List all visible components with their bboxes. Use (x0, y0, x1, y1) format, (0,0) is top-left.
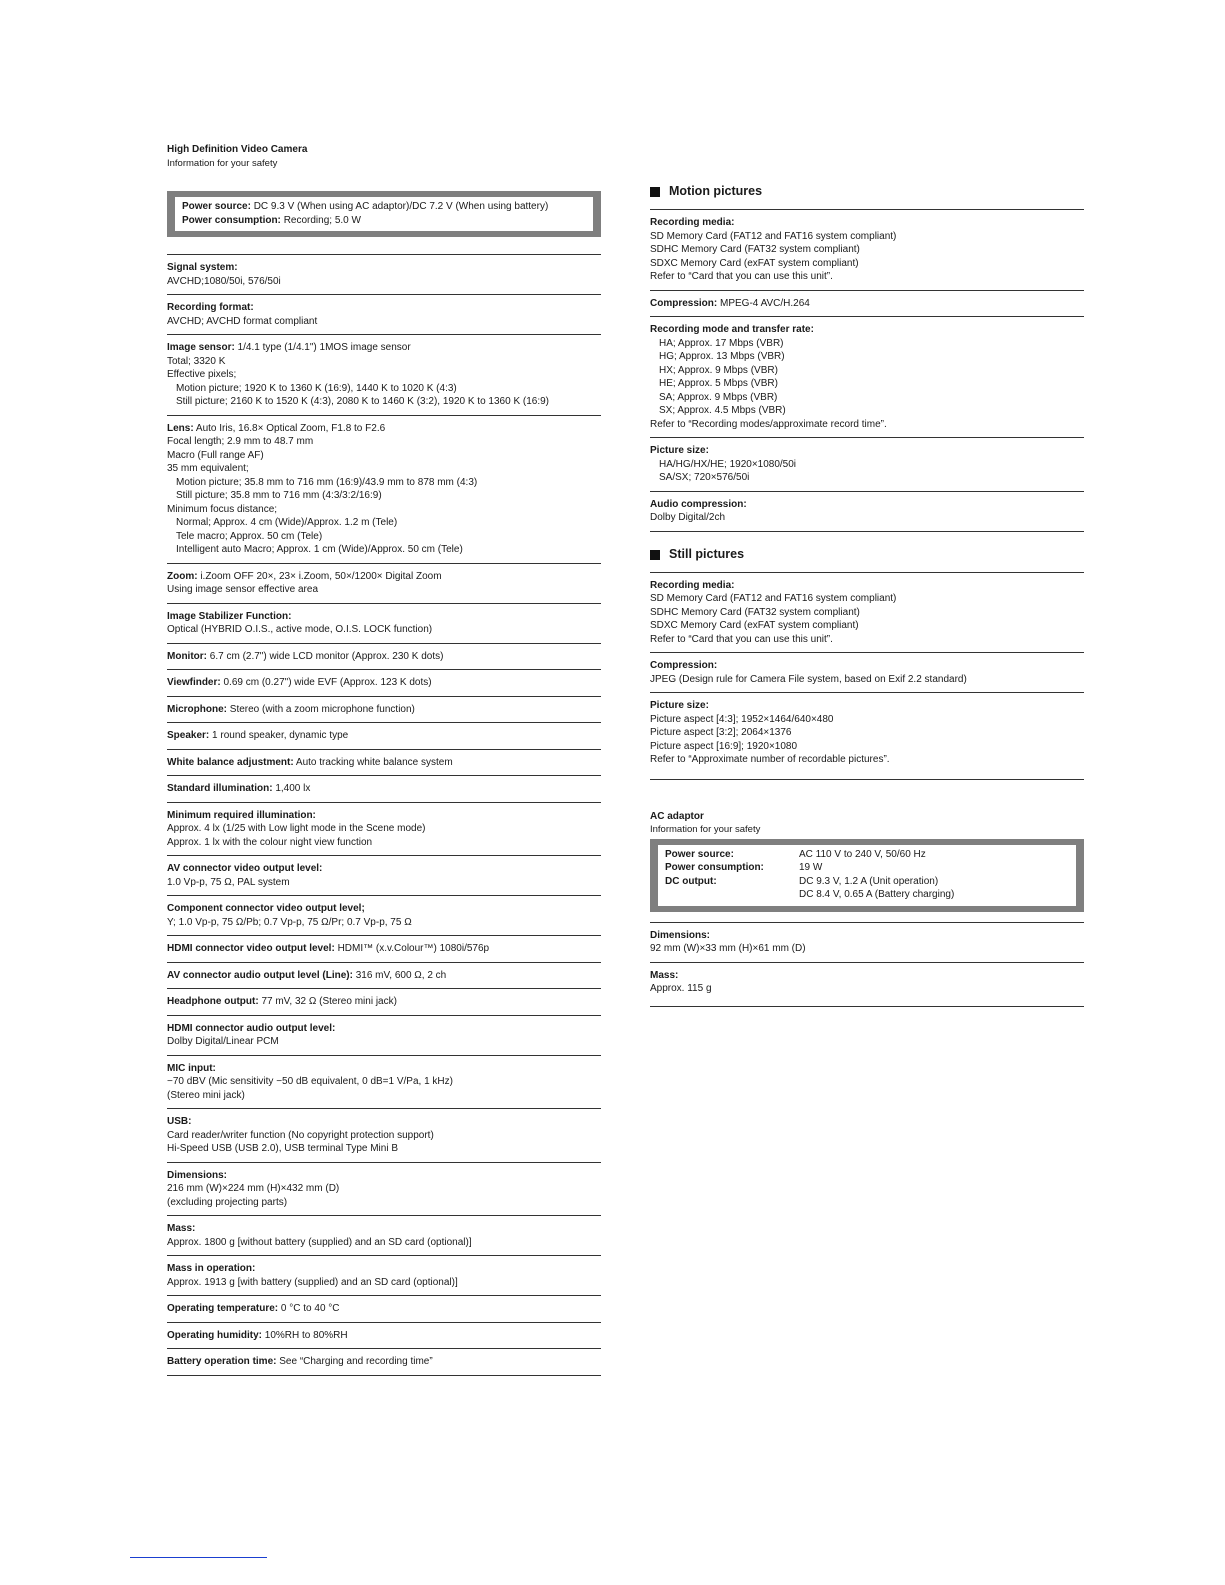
spec-label: Mass: (650, 969, 679, 981)
spec-value: 0.69 cm (0.27") wide EVF (Approx. 123 K dots) (223, 677, 432, 688)
spec-line: HE; Approx. 5 Mbps (VBR) (659, 378, 778, 389)
power-consumption-label: Power consumption: (182, 214, 281, 226)
spec-label: AV connector audio output level (Line): (167, 969, 353, 981)
spec-lens (167, 416, 601, 564)
spec-value: HDMI™ (x.v.Colour™) 1080i/576p (337, 943, 490, 954)
spec-value: 10%RH to 80%RH (264, 1329, 348, 1341)
spec-line: HX; Approx. 9 Mbps (VBR) (659, 364, 778, 376)
spec-value: 92 mm (W)×33 mm (H)×61 mm (D) (650, 943, 806, 954)
spec-value: See “Charging and recording time” (279, 1356, 433, 1367)
spec-mic-input (167, 1056, 601, 1110)
spec-hdmi-audio-output (167, 1016, 601, 1056)
spec-line: Using image sensor effective area (167, 584, 319, 595)
spec-line: HG; Approx. 13 Mbps (VBR) (659, 351, 785, 362)
spec-value: 19 W (799, 862, 823, 873)
spec-value: Y; 1.0 Vp-p, 75 Ω/Pb; 0.7 Vp-p, 75 Ω/Pr; 0.7 Vp-p, 75 Ω (167, 916, 412, 928)
spec-label: Minimum required illumination: (167, 809, 316, 821)
spec-line: 216 mm (W)×224 mm (H)×432 mm (D) (167, 1183, 340, 1194)
media-specs-column (650, 183, 1084, 1007)
spec-label: Recording format: (167, 302, 254, 313)
spec-line: SD Memory Card (FAT12 and FAT16 system compliant) (650, 593, 897, 604)
spec-label: Operating temperature: (167, 1303, 279, 1314)
spec-label: Signal system: (167, 262, 238, 273)
spec-label: Standard illumination: (167, 783, 273, 794)
spec-line: HA/HG/HX/HE; 1920×1080/50i (659, 458, 797, 470)
spec-mass (167, 1216, 601, 1256)
spec-zoom (167, 564, 601, 604)
spec-line: HA; Approx. 17 Mbps (VBR) (659, 337, 784, 349)
ac-safety-box (650, 839, 1084, 912)
spec-line: Refer to “Approximate number of recordable pictures”. (650, 754, 890, 765)
spec-label: Recording media: (650, 579, 735, 591)
spec-line: SDHC Memory Card (FAT32 system compliant) (650, 244, 860, 255)
spec-line: Intelligent auto Macro; Approx. 1 cm (Wide)/Approx. 50 cm (Tele) (176, 544, 463, 555)
spec-usb (167, 1109, 601, 1163)
spec-mass-in-operation (167, 1256, 601, 1296)
spec-line: Tele macro; Approx. 50 cm (Tele) (176, 530, 323, 542)
spec-label: Lens: (167, 422, 194, 434)
spec-monitor (167, 644, 601, 671)
spec-value: 77 mV, 32 Ω (Stereo mini jack) (261, 996, 397, 1007)
spec-label: Power source: (665, 848, 734, 860)
spec-label: Dimensions: (650, 929, 711, 941)
spec-av-audio-output (167, 963, 601, 990)
spec-line: Total; 3320 K (167, 355, 226, 367)
spec-line: (excluding projecting parts) (167, 1196, 288, 1208)
spec-battery-operation-time (167, 1349, 601, 1376)
spec-line: SDHC Memory Card (FAT32 system compliant) (650, 606, 860, 618)
spec-label: Mass in operation: (167, 1263, 256, 1274)
spec-line: Effective pixels; (167, 369, 237, 380)
spec-value: i.Zoom OFF 20×, 23× i.Zoom, 50×/1200× Digital Zoom (200, 570, 442, 582)
spec-viewfinder (167, 670, 601, 697)
ac-dimensions (650, 923, 1084, 963)
spec-value: Approx. 115 g (650, 983, 712, 994)
square-bullet-icon (650, 550, 660, 560)
spec-label: White balance adjustment: (167, 756, 294, 768)
spec-value: Optical (HYBRID O.I.S., active mode, O.I.S. LOCK function) (167, 624, 433, 635)
spec-value: Auto Iris, 16.8× Optical Zoom, F1.8 to F2.6 (195, 422, 386, 434)
spec-line: SX; Approx. 4.5 Mbps (VBR) (659, 405, 786, 416)
spec-component-output (167, 896, 601, 936)
spec-label: Mass: (167, 1223, 196, 1234)
spec-label: DC output: (665, 875, 717, 887)
spec-line: Minimum focus distance; (167, 503, 278, 515)
spec-label: Image sensor: (167, 342, 235, 353)
spec-label: HDMI connector audio output level: (167, 1022, 336, 1034)
spec-label: Dimensions: (167, 1169, 228, 1181)
spec-line: Approx. 1 lx with the colour night view function (167, 836, 373, 848)
spec-line: SDXC Memory Card (exFAT system compliant) (650, 620, 859, 631)
spec-label: Compression: (650, 660, 718, 671)
spec-label: HDMI connector video output level: (167, 943, 335, 954)
spec-label: Picture size: (650, 445, 709, 456)
spec-headphone-output (167, 989, 601, 1016)
spec-image-sensor (167, 335, 601, 416)
spec-line: (Stereo mini jack) (167, 1089, 245, 1101)
spec-line: Picture aspect [4:3]; 1952×1464/640×480 (650, 713, 834, 725)
spec-value: MPEG-4 AVC/H.264 (720, 297, 810, 309)
spec-label: Headphone output: (167, 996, 259, 1007)
spec-value: AVCHD; AVCHD format compliant (167, 315, 318, 327)
spec-line: Motion picture; 1920 K to 1360 K (16:9), 1440 K to 1020 K (4:3) (176, 382, 457, 394)
spec-label: USB: (167, 1116, 192, 1127)
spec-line: −70 dBV (Mic sensitivity −50 dB equivalent, 0 dB=1 V/Pa, 1 kHz) (167, 1076, 453, 1087)
spec-image-stabilizer (167, 604, 601, 644)
spec-line: Focal length; 2.9 mm to 48.7 mm (167, 436, 314, 447)
spec-white-balance (167, 750, 601, 777)
spec-line: Approx. 4 lx (1/25 with Low light mode in the Scene mode) (167, 823, 426, 834)
motion-compression (650, 291, 1084, 318)
spec-value: Auto tracking white balance system (295, 756, 453, 768)
spec-label: AV connector video output level: (167, 863, 323, 874)
spec-line: SA; Approx. 9 Mbps (VBR) (659, 391, 778, 403)
spec-label: Recording mode and transfer rate: (650, 324, 814, 335)
camera-specs-column (167, 143, 601, 1376)
spec-line: 35 mm equivalent; (167, 463, 249, 474)
spec-value: Dolby Digital/Linear PCM (167, 1036, 279, 1047)
ac-adaptor-header (650, 810, 1084, 837)
spec-value: 6.7 cm (2.7") wide LCD monitor (Approx. 230 K dots) (209, 650, 444, 662)
spec-label: Speaker: (167, 730, 210, 741)
still-compression (650, 653, 1084, 693)
spec-line: Still picture; 2160 K to 1520 K (4:3), 2080 K to 1460 K (3:2), 1920 K to 1360 K (16:9) (176, 396, 550, 407)
spec-line: Card reader/writer function (No copyright protection support) (167, 1129, 434, 1141)
spec-label: Battery operation time: (167, 1356, 277, 1367)
spec-value: Dolby Digital/2ch (650, 512, 726, 523)
spec-line: SDXC Memory Card (exFAT system compliant) (650, 257, 859, 269)
ac-adaptor-title: AC adaptor (650, 810, 704, 822)
spec-value: 1 round speaker, dynamic type (212, 730, 349, 741)
spec-operating-humidity (167, 1323, 601, 1350)
spec-label: Microphone: (167, 703, 227, 715)
motion-recording-mode (650, 317, 1084, 438)
spec-value: Stereo (with a zoom microphone function) (229, 703, 415, 715)
spec-line: SD Memory Card (FAT12 and FAT16 system compliant) (650, 230, 897, 242)
spec-line: Picture aspect [16:9]; 1920×1080 (650, 740, 798, 752)
spec-value: 1,400 lx (275, 783, 311, 794)
spec-value: Approx. 1800 g [without battery (supplied) and an SD card (optional)] (167, 1236, 472, 1248)
spec-label: Image Stabilizer Function: (167, 610, 292, 622)
square-bullet-icon (650, 187, 660, 197)
spec-value: AVCHD;1080/50i, 576/50i (167, 275, 281, 287)
spec-line: Hi-Speed USB (USB 2.0), USB terminal Type Mini B (167, 1143, 399, 1154)
motion-recording-media (650, 210, 1084, 291)
spec-av-video-output (167, 856, 601, 896)
spec-operating-temperature (167, 1296, 601, 1323)
spec-line: Motion picture; 35.8 mm to 716 mm (16:9)/43.9 mm to 878 mm (4:3) (176, 476, 478, 488)
spec-value: 1/4.1 type (1/4.1") 1MOS image sensor (237, 342, 411, 353)
motion-audio-compression (650, 492, 1084, 532)
spec-value: 1.0 Vp-p, 75 Ω, PAL system (167, 876, 290, 888)
heading-text: Still pictures (669, 546, 745, 561)
spec-value: Approx. 1913 g [with battery (supplied) and an SD card (optional)] (167, 1276, 458, 1288)
spec-label: MIC input: (167, 1062, 216, 1074)
ac-adaptor-subtitle: Information for your safety (650, 824, 761, 835)
spec-label: Picture size: (650, 700, 709, 711)
power-source-label: Power source: (182, 201, 251, 212)
still-picture-size (650, 693, 1084, 780)
heading-text: Motion pictures (669, 184, 763, 199)
spec-line: Still picture; 35.8 mm to 716 mm (4:3/3:2/16:9) (176, 490, 382, 501)
spec-label: Audio compression: (650, 498, 747, 510)
still-recording-media (650, 573, 1084, 654)
spec-label: Compression: (650, 297, 718, 309)
spec-minimum-illumination (167, 803, 601, 857)
spec-line: Normal; Approx. 4 cm (Wide)/Approx. 1.2 m (Tele) (176, 517, 398, 528)
power-source-value: DC 9.3 V (When using AC adaptor)/DC 7.2 V (When using battery) (253, 201, 549, 212)
spec-line: Refer to “Card that you can use this unit”. (650, 633, 833, 645)
spec-line: Refer to “Card that you can use this unit”. (650, 271, 833, 282)
footer-link-underline (130, 1557, 267, 1558)
motion-pictures-heading (650, 183, 1084, 201)
camera-subtitle: Information for your safety (167, 157, 278, 169)
ac-mass (650, 963, 1084, 1007)
power-consumption-value: Recording; 5.0 W (283, 214, 361, 226)
still-pictures-heading (650, 546, 1084, 564)
camera-safety-box (167, 191, 601, 237)
spec-value: DC 9.3 V, 1.2 A (Unit operation) (799, 875, 939, 887)
motion-picture-size (650, 438, 1084, 492)
spec-line: Refer to “Recording modes/approximate record time”. (650, 418, 887, 430)
camera-title: High Definition Video Camera (167, 144, 308, 155)
spec-value: JPEG (Design rule for Camera File system, based on Exif 2.2 standard) (650, 673, 967, 685)
spec-label: Power consumption: (665, 862, 764, 873)
spec-value: DC 8.4 V, 0.65 A (Battery charging) (799, 889, 955, 900)
spec-line: Picture aspect [3:2]; 2064×1376 (650, 727, 792, 738)
spec-signal-system (167, 255, 601, 295)
spec-hdmi-video-output (167, 936, 601, 963)
spec-label: Operating humidity: (167, 1329, 262, 1341)
spec-label: Recording media: (650, 217, 735, 228)
spec-speaker (167, 723, 601, 750)
spec-value: AC 110 V to 240 V, 50/60 Hz (799, 848, 926, 860)
spec-line: SA/SX; 720×576/50i (659, 472, 750, 483)
spec-dimensions (167, 1163, 601, 1217)
spec-label: Monitor: (167, 650, 207, 662)
spec-recording-format (167, 295, 601, 335)
spec-microphone (167, 697, 601, 724)
spec-standard-illumination (167, 776, 601, 803)
spec-value: 316 mV, 600 Ω, 2 ch (355, 969, 447, 981)
spec-label: Zoom: (167, 570, 198, 582)
spec-line: Macro (Full range AF) (167, 449, 264, 461)
spec-value: 0 °C to 40 °C (280, 1303, 340, 1314)
spec-label: Component connector video output level; (167, 903, 365, 914)
spec-label: Viewfinder: (167, 677, 221, 688)
